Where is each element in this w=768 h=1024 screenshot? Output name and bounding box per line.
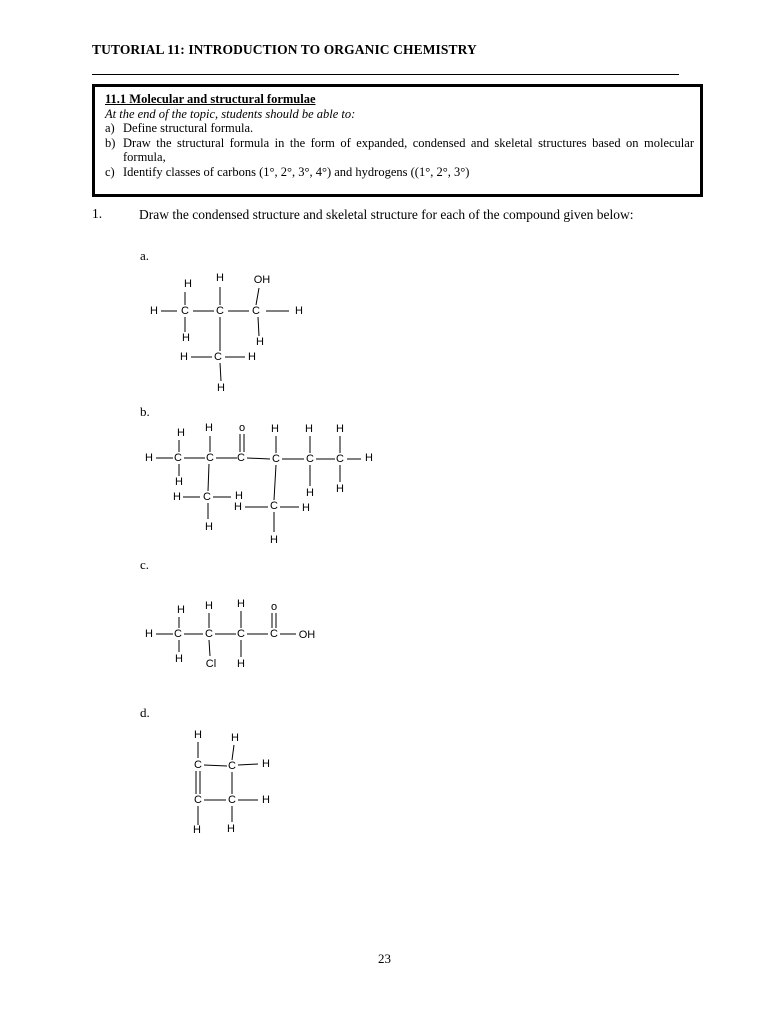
atom-label-carbon: C (205, 628, 213, 640)
atom-label-hydrogen: H (262, 758, 270, 770)
atom-label-hydrogen: H (237, 658, 245, 670)
page-title: TUTORIAL 11: INTRODUCTION TO ORGANIC CHEMISTRY (92, 42, 477, 57)
atom-label-hydrogen: H (177, 604, 185, 616)
atom-label-hydrogen: H (248, 351, 256, 363)
atom-label-carbon: C (272, 453, 280, 465)
atom-label-hydrogen: H (173, 491, 181, 503)
bond-line (232, 745, 234, 760)
atom-label-hydrogen: H (205, 422, 213, 434)
atom-label-carbonyl_oxygen: o (270, 601, 278, 613)
atom-label-carbon: C (228, 794, 236, 806)
atom-label-hydrogen: H (295, 305, 303, 317)
bond-line (204, 765, 227, 766)
atom-label-hydrogen: H (175, 653, 183, 665)
atom-label-carbon: C (206, 452, 214, 464)
atom-label-hydrogen: H (150, 305, 158, 317)
atom-label-hydrogen: H (205, 521, 213, 533)
atom-label-hydrogen: H (365, 452, 373, 464)
atom-label-hydrogen: H (180, 351, 188, 363)
atom-label-hydrogen: H (182, 332, 190, 344)
structure-b (145, 422, 373, 546)
bond-line (209, 640, 210, 656)
bond-line (220, 363, 221, 381)
objectives-heading: 11.1 Molecular and structural formulae (105, 92, 316, 106)
atom-label-carbon: C (174, 452, 182, 464)
bond-line (208, 464, 209, 491)
atom-label-hydrogen: H (237, 598, 245, 610)
bond-line (247, 458, 270, 459)
atom-label-carbonyl_oxygen: o (238, 422, 246, 434)
structure-c (145, 598, 315, 670)
atom-label-hydroxyl: OH (298, 629, 316, 641)
objective-label: c) (105, 164, 115, 179)
atom-label-hydrogen: H (175, 476, 183, 488)
atom-label-carbon: C (237, 628, 245, 640)
atom-label-hydrogen: H (205, 600, 213, 612)
atom-label-hydrogen: H (194, 729, 202, 741)
atom-label-carbon: C (270, 500, 278, 512)
part-a-label: a. (140, 248, 150, 263)
atom-label-hydrogen: H (234, 501, 242, 513)
atom-label-chlorine: Cl (205, 658, 217, 670)
atom-label-hydrogen: H (217, 382, 225, 394)
objective-text: Define structural formula. (123, 121, 254, 135)
objective-text: Draw the structural formula in the form of expanded, condensed and skeletal structures based on molecular formula, (123, 135, 694, 164)
atom-label-carbon: C (306, 453, 314, 465)
part-b-label: b. (140, 404, 150, 419)
objective-text: Identify classes of carbons (1°, 2°, 3°, 4°) and hydrogens ((1°, 2°, 3°) (123, 164, 470, 179)
atom-label-carbon: C (203, 491, 211, 503)
structure-a (150, 272, 303, 394)
atom-label-hydrogen: H (262, 794, 270, 806)
part-c-label: c. (140, 557, 150, 572)
bond-line (274, 465, 276, 500)
atom-label-hydrogen: H (145, 452, 153, 464)
objective-label: b) (105, 135, 116, 150)
atom-label-carbon: C (216, 305, 224, 317)
bond-line (258, 317, 259, 336)
atom-label-hydrogen: H (271, 423, 279, 435)
atom-label-hydrogen: H (270, 534, 278, 546)
objectives-intro: At the end of the topic, students should be able to: (105, 106, 356, 121)
atom-label-carbon: C (214, 351, 222, 363)
atom-label-hydroxyl: OH (253, 274, 271, 286)
atom-label-hydrogen: H (302, 502, 310, 514)
atom-label-hydrogen: H (306, 487, 314, 499)
structure-d (193, 729, 270, 836)
atom-label-carbon: C (228, 760, 236, 772)
atom-label-carbon: C (237, 452, 245, 464)
page-number: 23 (378, 951, 391, 966)
atom-label-hydrogen: H (336, 483, 344, 495)
atom-label-carbon: C (336, 453, 344, 465)
atom-label-hydrogen: H (184, 278, 192, 290)
atom-label-carbon: C (181, 305, 189, 317)
atom-label-hydrogen: H (145, 628, 153, 640)
atom-label-hydrogen: H (231, 732, 239, 744)
atom-label-carbon: C (270, 628, 278, 640)
atom-label-hydrogen: H (193, 824, 201, 836)
atom-label-hydrogen: H (305, 423, 313, 435)
part-d-label: d. (140, 705, 150, 720)
bond-line (256, 288, 259, 305)
atom-label-carbon: C (194, 759, 202, 771)
question-text: Draw the condensed structure and skeletal structure for each of the compound given below: (139, 207, 634, 222)
atom-label-hydrogen: H (256, 336, 264, 348)
atom-label-hydrogen: H (216, 272, 224, 284)
atom-label-carbon: C (252, 305, 260, 317)
atom-label-hydrogen: H (227, 823, 235, 835)
question-number: 1. (92, 206, 103, 221)
atom-label-hydrogen: H (336, 423, 344, 435)
atom-label-carbon: C (174, 628, 182, 640)
atom-label-hydrogen: H (177, 427, 185, 439)
atom-label-hydrogen: H (235, 490, 243, 502)
atom-label-carbon: C (194, 794, 202, 806)
objective-label: a) (105, 121, 115, 135)
bond-line (238, 764, 258, 765)
